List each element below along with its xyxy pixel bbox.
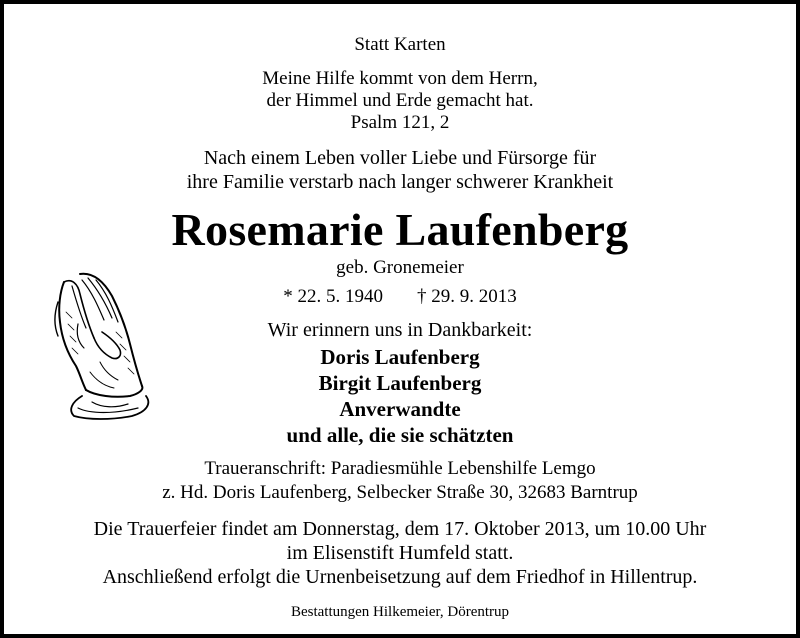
deceased-name: Rosemarie Laufenberg [171,204,629,255]
mourner-1: Doris Laufenberg [320,345,480,369]
maiden-name: geb. Gronemeier [336,257,464,278]
praying-hands-icon [42,262,162,422]
birth-date: * 22. 5. 1940 [283,286,383,307]
mourner-2: Birgit Laufenberg [318,371,482,395]
mourner-4: und alle, die sie schätzten [286,423,514,447]
death-date: † 29. 9. 2013 [417,286,517,307]
address-line-1: Traueranschrift: Paradiesmühle Lebenshilfe Lemgo [204,458,596,479]
undertaker-credit: Bestattungen Hilkemeier, Dörentrup [290,604,510,620]
address-line-2: z. Hd. Doris Laufenberg, Selbecker Straße 30, 32683 Barntrup [162,482,638,503]
verse-line-2: der Himmel und Erde gemacht hat. [266,90,534,111]
header-statt-karten: Statt Karten [354,34,446,55]
intro-line-2: ihre Familie verstarb nach langer schwerer Krankheit [186,171,614,193]
intro-line-1: Nach einem Leben voller Liebe und Fürsorge für [203,147,597,169]
verse-line-1: Meine Hilfe kommt von dem Herrn, [262,68,538,89]
ceremony-line-3: Anschließend erfolgt die Urnenbeisetzung auf dem Friedhof in Hillentrup. [102,566,698,588]
ceremony-line-1: Die Trauerfeier findet am Donnerstag, dem 17. Oktober 2013, um 10.00 Uhr [93,518,707,540]
verse-reference: Psalm 121, 2 [350,112,450,133]
mourner-3: Anverwandte [339,397,461,421]
remembrance-line: Wir erinnern uns in Dankbarkeit: [267,319,533,341]
ceremony-line-2: im Elisenstift Humfeld statt. [286,542,514,564]
